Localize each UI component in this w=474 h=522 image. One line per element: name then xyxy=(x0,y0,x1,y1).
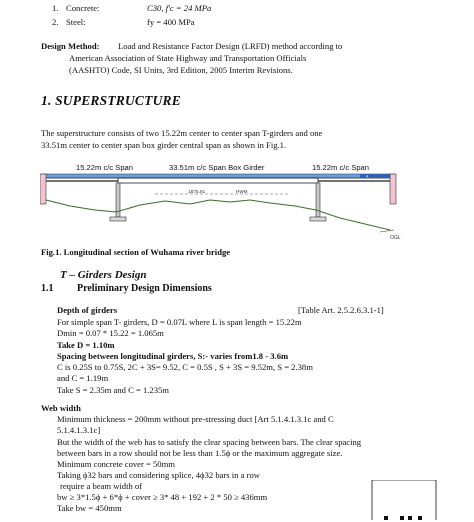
web-line6: bw ≥ 3*1.5ϕ + 6*ϕ + cover ≥ 3* 48 + 192 + 2 * 50 ≥ 436mm xyxy=(57,492,268,502)
web-line5: require a beam width of xyxy=(60,481,143,491)
abutment-right xyxy=(390,174,396,204)
depth-line2: Dmin = 0.07 * 15.22 = 1.065m xyxy=(57,328,164,338)
web-line2b: between bars in a row should not be less than 1.5ϕ or the maximum aggregate size. xyxy=(57,448,343,458)
span-label-left: 15.22m c/c Span xyxy=(76,163,133,172)
web-line1a: Minimum thickness = 200mm without pre-stressing duct [Art 5.1.4.1.3.1c and C xyxy=(57,414,334,424)
depth-reference: [Table Art. 2.5.2.6.3.1-1] xyxy=(298,305,384,315)
web-line3: Minimum concrete cover = 50mm xyxy=(57,459,175,469)
pier-right xyxy=(316,183,320,217)
depth-line4: Spacing between longitudinal girders, S:- varies from1.8 - 3.6m xyxy=(57,351,289,361)
superstructure-para-line2: 33.51m center to center span box girder central span as shown in Fig.1. xyxy=(41,140,287,150)
depth-line1: For simple span T- girders, D = 0.07L where L is span length = 15.22m xyxy=(57,317,302,327)
depth-line6: and C = 1.19m xyxy=(57,373,109,383)
web-line2a: But the width of the web has to satisfy the clear spacing between bars. The clear spacing xyxy=(57,437,362,447)
section-title: Preliminary Design Dimensions xyxy=(77,283,212,294)
bridge-section-figure xyxy=(40,160,412,246)
level-1875: 1875.81 xyxy=(188,190,206,195)
figure-caption: Fig.1. Longitudinal section of Wuhama river bridge xyxy=(41,247,231,257)
superstructure-para-line1: The superstructure consists of two 15.22m center to center span T-girders and one xyxy=(41,128,323,138)
web-title: Web width xyxy=(41,403,81,413)
web-line1b: 5.1.4.1.3.1c] xyxy=(57,425,101,435)
superstructure-heading: 1. SUPERSTRUCTURE xyxy=(41,93,181,108)
abutment-left xyxy=(40,174,46,204)
material-1-name: Concrete: xyxy=(66,3,100,13)
level-hwm: HWM xyxy=(236,189,248,194)
depth-line3: Take D = 1.10m xyxy=(57,340,115,350)
design-method-line1: Load and Resistance Factor Design (LRFD) method according to xyxy=(118,41,343,51)
depth-line7: Take S = 2.35m and C = 1.235m xyxy=(57,385,169,395)
web-line7: Take bw = 450mm xyxy=(57,503,122,513)
depth-title: Depth of girders xyxy=(57,305,118,315)
material-2-name: Steel: xyxy=(66,17,86,27)
material-2-value: fy = 400 MPa xyxy=(147,17,195,27)
span-label-center: 33.51m c/c Span Box Girder xyxy=(169,163,265,172)
material-1-num: 1. xyxy=(52,3,59,13)
material-1-value: C30, f′c = 24 MPa xyxy=(147,3,212,13)
material-2-num: 2. xyxy=(52,17,59,27)
svg-text:A: A xyxy=(366,174,369,179)
design-method-label: Design Method: xyxy=(41,41,100,51)
depth-line5: C is 0.25S to 0.75S, 2C + 3S= 9.52, C = 0.5S , S + 3S = 9.52m, S = 2.38m xyxy=(57,362,313,372)
web-line4: Taking ϕ32 bars and considering splice, 4ϕ32 bars in a row xyxy=(57,470,260,480)
design-method-line2: American Association of State Highway and Transportation Officials xyxy=(69,53,307,63)
bridge-deck xyxy=(42,174,394,178)
box-girder xyxy=(118,178,318,183)
ground-line xyxy=(46,200,390,230)
design-method-line3: (AASHTO) Code, SI Units, 3rd Edition, 2005 Interim Revisions. xyxy=(69,65,293,75)
beam-sketch-fragment xyxy=(356,480,456,520)
span-label-right: 15.22m c/c Span xyxy=(312,163,369,172)
section-number: 1.1 xyxy=(41,283,54,294)
t-girders-heading: T – Girders Design xyxy=(60,269,147,281)
ogl-label: OGL xyxy=(390,235,401,241)
